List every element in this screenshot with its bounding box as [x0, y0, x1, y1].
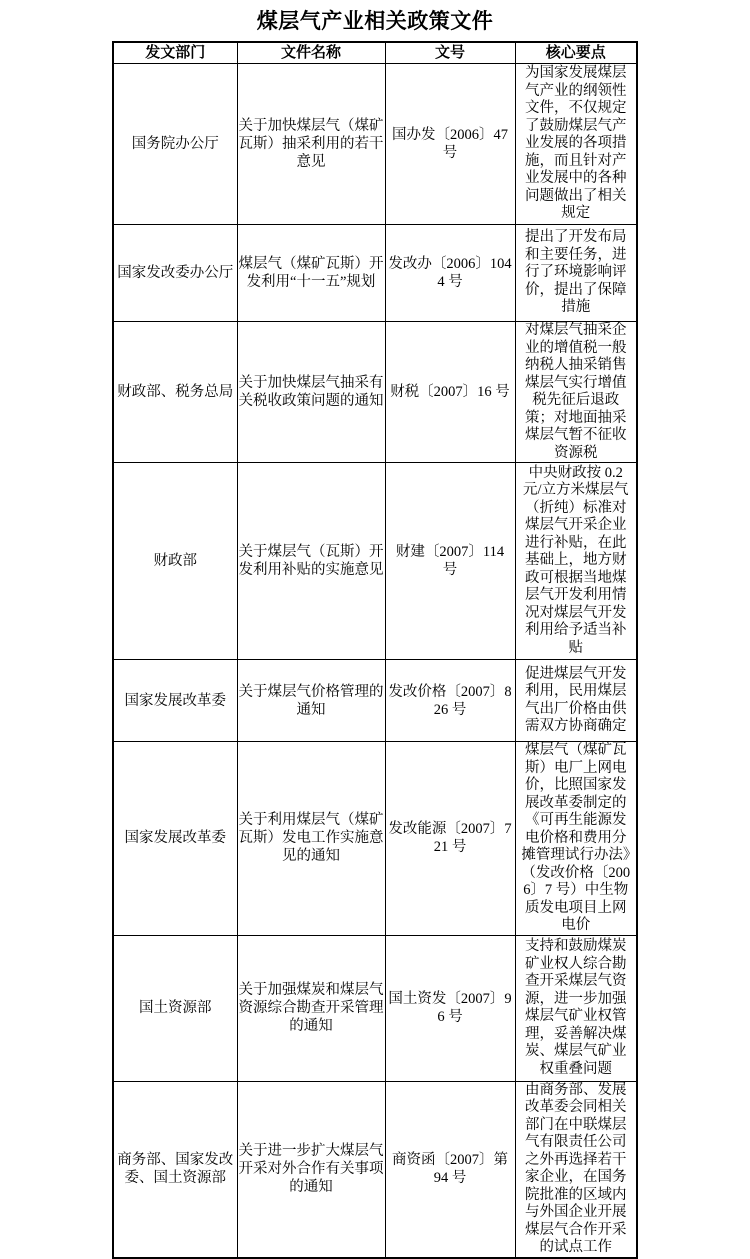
policy-table: [112, 41, 638, 1259]
table-row: [113, 463, 637, 660]
cell-department: 国家发改委办公厅: [113, 225, 237, 322]
table-row: [113, 322, 637, 463]
table-header-row: [113, 42, 637, 64]
cell-doc-number: 商资函〔2007〕第 94 号: [385, 1081, 515, 1258]
cell-doc-number: 发改能源〔2007〕721 号: [385, 742, 515, 936]
cell-doc-name: 关于加强煤炭和煤层气资源综合勘查开采管理的通知: [237, 935, 385, 1081]
table-row: [113, 660, 637, 742]
cell-doc-name: 关于煤层气价格管理的通知: [237, 660, 385, 742]
cell-department: 国务院办公厅: [113, 64, 237, 225]
cell-department: 国土资源部: [113, 935, 237, 1081]
cell-doc-name: 关于加快煤层气抽采有关税收政策问题的通知: [237, 322, 385, 463]
cell-department: 国家发展改革委: [113, 742, 237, 936]
cell-department: 财政部、税务总局: [113, 322, 237, 463]
table-body: [113, 64, 637, 1258]
cell-key-points: 由商务部、发展改革委会同相关部门在中联煤层气有限责任公司之外再选择若干家企业，在国务院批准的区域内与外国企业开展煤层气合作开采的试点工作: [515, 1081, 637, 1258]
cell-key-points: 提出了开发布局和主要任务，进行了环境影响评价，提出了保障措施: [515, 225, 637, 322]
cell-doc-number: 发改办〔2006〕1044 号: [385, 225, 515, 322]
cell-doc-number: 国土资发〔2007〕96 号: [385, 935, 515, 1081]
cell-key-points: 煤层气（煤矿瓦斯）电厂上网电价，比照国家发展改革委制定的《可再生能源发电价格和费用分摊管理试行办法》（发改价格〔2006〕7 号）中生物质发电项目上网电价: [515, 742, 637, 936]
cell-key-points: 为国家发展煤层气产业的纲领性文件，不仅规定了鼓励煤层气产业发展的各项措施，而且针对产业发展中的各种问题做出了相关规定: [515, 64, 637, 225]
cell-doc-number: 财税〔2007〕16 号: [385, 322, 515, 463]
cell-department: 财政部: [113, 463, 237, 660]
cell-doc-name: 关于煤层气（瓦斯）开发利用补贴的实施意见: [237, 463, 385, 660]
table-row: [113, 742, 637, 936]
header-doc-number: 文号: [385, 42, 515, 64]
cell-doc-name: 关于加快煤层气（煤矿瓦斯）抽采利用的若干意见: [237, 64, 385, 225]
cell-department: 国家发展改革委: [113, 660, 237, 742]
cell-doc-number: 财建〔2007〕114 号: [385, 463, 515, 660]
header-key-points: 核心要点: [515, 42, 637, 64]
cell-doc-number: 发改价格〔2007〕826 号: [385, 660, 515, 742]
cell-doc-name: 煤层气（煤矿瓦斯）开发利用“十一五”规划: [237, 225, 385, 322]
cell-key-points: 对煤层气抽采企业的增值税一般纳税人抽采销售煤层气实行增值税先征后退政策；对地面抽采煤层气暂不征收资源税: [515, 322, 637, 463]
header-doc-name: 文件名称: [237, 42, 385, 64]
table-row: [113, 225, 637, 322]
header-department: 发文部门: [113, 42, 237, 64]
cell-doc-number: 国办发〔2006〕47 号: [385, 64, 515, 225]
table-row: [113, 1081, 637, 1258]
cell-key-points: 支持和鼓励煤炭矿业权人综合勘查开采煤层气资源，进一步加强煤层气矿业权管理，妥善解决煤炭、煤层气矿业权重叠问题: [515, 935, 637, 1081]
cell-doc-name: 关于利用煤层气（煤矿瓦斯）发电工作实施意见的通知: [237, 742, 385, 936]
table-row: [113, 935, 637, 1081]
cell-department: 商务部、国家发改委、国土资源部: [113, 1081, 237, 1258]
cell-key-points: 中央财政按 0.2 元/立方米煤层气（折纯）标准对煤层气开采企业进行补贴，在此基础上，地方财政可根据当地煤层气开发利用情况对煤层气开发利用给予适当补贴: [515, 463, 637, 660]
cell-doc-name: 关于进一步扩大煤层气开采对外合作有关事项的通知: [237, 1081, 385, 1258]
cell-key-points: 促进煤层气开发利用，民用煤层气出厂价格由供需双方协商确定: [515, 660, 637, 742]
page-title: 煤层气产业相关政策文件: [256, 9, 494, 33]
table-row: [113, 64, 637, 225]
